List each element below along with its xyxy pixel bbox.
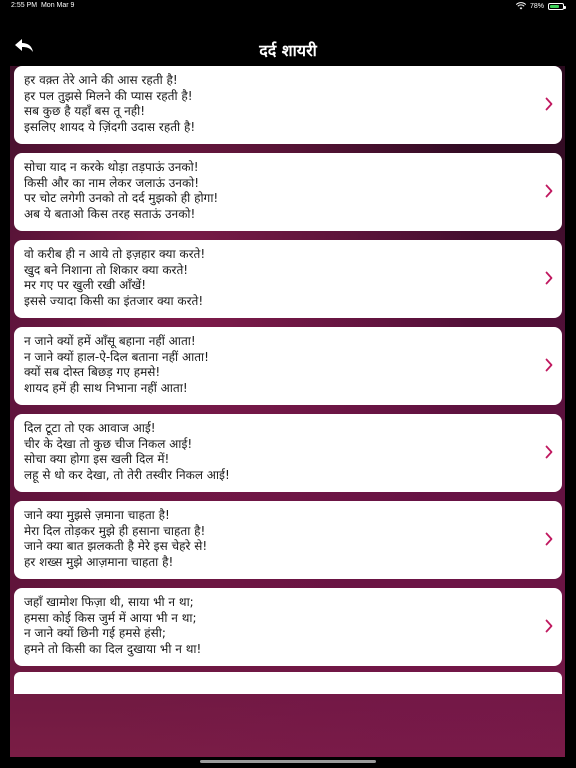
- shayari-text: [24, 247, 205, 309]
- chevron-right-icon[interactable]: [545, 619, 553, 633]
- shayari-card[interactable]: [14, 66, 562, 144]
- list-item-partial[interactable]: [14, 672, 562, 694]
- shayari-line: हर पल तुझसे मिलने की प्यास रहती है!: [24, 88, 193, 103]
- shayari-line: दिल टूटा तो एक आवाज आई!: [24, 421, 156, 435]
- shayari-line: क्यों सब दोस्त बिछड़ गए हमसे!: [24, 365, 161, 379]
- shayari-line: हमने तो किसी का दिल दुखाया भी न था!: [24, 641, 202, 656]
- shayari-line: वो करीब ही न आये तो इज़हार क्या करते!: [24, 247, 206, 261]
- chevron-right-icon[interactable]: [545, 97, 553, 111]
- status-time: [11, 2, 74, 9]
- shayari-text: [24, 73, 195, 135]
- shayari-line: सोचा याद न करके थोड़ा तड़पाऊं उनको!: [24, 160, 199, 174]
- status-bar: [0, 0, 576, 14]
- shayari-line: हमसा कोई किस जुर्म में आया भी न था;: [24, 610, 197, 625]
- shayari-line: हर वक़्त तेरे आने की आस रहती है!: [24, 73, 178, 87]
- battery-percent: 78%: [529, 2, 544, 10]
- shayari-line: जाने क्या बात झलकती है मेरे इस चेहरे से!: [24, 539, 208, 553]
- shayari-line: हर शख्स मुझे आज़माना चाहता है!: [24, 554, 174, 569]
- header: [0, 14, 576, 66]
- shayari-line: किसी और का नाम लेकर जलाऊं उनको!: [24, 175, 200, 190]
- status-indicators: [516, 2, 564, 10]
- chevron-right-icon[interactable]: [545, 184, 553, 198]
- shayari-line: न जाने क्यों हमें आँसू बहाना नहीं आता!: [24, 334, 196, 348]
- shayari-text: [24, 160, 218, 222]
- battery-icon: [548, 3, 564, 10]
- shayari-line: पर चोट लगेगी उनको तो दर्द मुझको ही होगा!: [24, 191, 219, 205]
- status-date: Mon Mar 9: [40, 2, 75, 9]
- shayari-line: चीर के देखा तो कुछ चीज निकल आई!: [24, 436, 193, 451]
- shayari-line: मेरा दिल तोड़कर मुझे ही हसाना चाहता है!: [24, 523, 206, 538]
- wifi-icon: [516, 2, 526, 10]
- chevron-right-icon[interactable]: [545, 532, 553, 546]
- shayari-card[interactable]: [14, 153, 562, 231]
- shayari-card[interactable]: [14, 501, 562, 579]
- shayari-line: अब ये बताओ किस तरह सताऊं उनको!: [24, 206, 196, 221]
- shayari-list: [10, 66, 565, 757]
- shayari-line: इससे ज्यादा किसी का इंतजार क्या करते!: [24, 293, 204, 308]
- chevron-right-icon[interactable]: [545, 358, 553, 372]
- shayari-line: न जाने क्यों छिनी गई हमसे हंसी;: [24, 626, 166, 640]
- chevron-right-icon[interactable]: [545, 271, 553, 285]
- shayari-text: [24, 421, 230, 483]
- battery-fill: [550, 5, 559, 8]
- shayari-line: मर गए पर खुली रखी आँखें!: [24, 278, 147, 292]
- shayari-line: जहाँ खामोश फिज़ा थी, साया भी न था;: [24, 595, 194, 609]
- shayari-text: [24, 595, 201, 657]
- page-title: दर्द शायरी: [259, 41, 317, 60]
- shayari-line: इसलिए शायद ये ज़िंदगी उदास रहती है!: [24, 119, 196, 134]
- shayari-text: [24, 334, 209, 396]
- shayari-line: सोचा क्या होगा इस खली दिल में!: [24, 452, 170, 466]
- battery-tip: [564, 6, 566, 9]
- shayari-line: शायद हमें ही साथ निभाना नहीं आता!: [24, 380, 188, 395]
- shayari-card[interactable]: [14, 327, 562, 405]
- shayari-line: न जाने क्यों हाल-ऐ-दिल बताना नहीं आता!: [24, 349, 209, 364]
- shayari-line: खुद बने निशाना तो शिकार क्या करते!: [24, 262, 189, 277]
- shayari-card[interactable]: [14, 414, 562, 492]
- shayari-line: सब कुछ है यहाँ बस तू नही!: [24, 104, 146, 118]
- shayari-line: जाने क्या मुझसे ज़माना चाहता है!: [24, 508, 170, 522]
- shayari-line: लहू से धो कर देखा, तो तेरी तस्वीर निकल आई!: [24, 467, 230, 482]
- home-indicator[interactable]: [200, 760, 376, 763]
- shayari-card[interactable]: [14, 588, 562, 666]
- shayari-card[interactable]: [14, 240, 562, 318]
- chevron-right-icon[interactable]: [545, 445, 553, 459]
- shayari-text: [24, 508, 207, 570]
- status-clock: 2:55 PM: [11, 2, 38, 9]
